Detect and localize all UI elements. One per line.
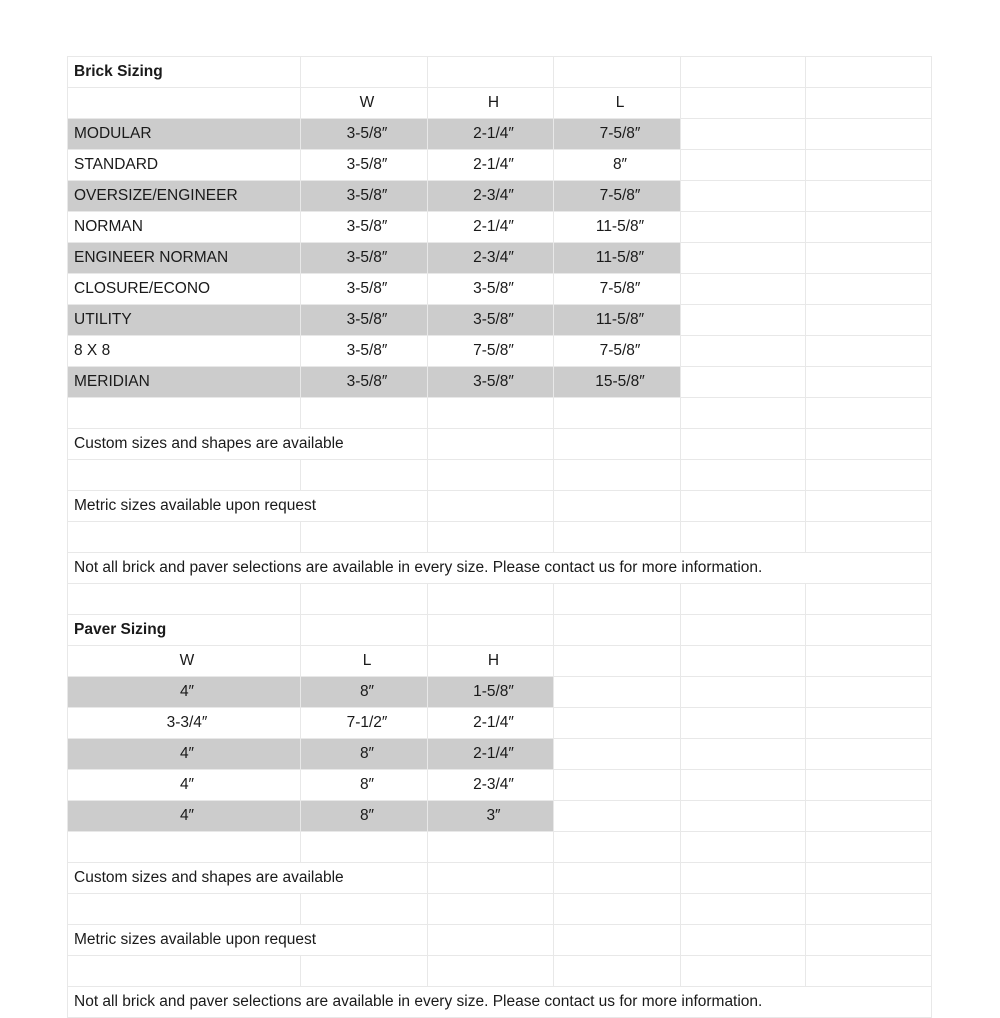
empty-cell [681,367,806,398]
empty-cell [806,243,932,274]
spacer-row [68,460,932,491]
empty-cell [68,584,301,615]
table-row [68,274,932,305]
empty-cell [806,150,932,181]
empty-cell [301,894,428,925]
empty-cell [806,305,932,336]
paver-h: 2-3/4″ [428,770,554,801]
empty-cell [554,584,681,615]
empty-cell [554,708,681,739]
empty-cell [428,894,554,925]
empty-cell [554,57,681,88]
brick-l: 7-5/8″ [554,336,681,367]
empty-cell [806,925,932,956]
brick-section-title: Brick Sizing [68,57,301,88]
empty-cell [554,894,681,925]
brick-w: 3-5/8″ [301,274,428,305]
empty-cell [681,925,806,956]
empty-cell [681,336,806,367]
empty-cell [806,336,932,367]
sizing-sheet [67,56,931,1018]
brick-h: 2-1/4″ [428,119,554,150]
brick-h: 2-3/4″ [428,181,554,212]
empty-cell [681,429,806,460]
empty-cell [806,584,932,615]
brick-h: 2-3/4″ [428,243,554,274]
empty-cell [806,460,932,491]
brick-disclaimer-row [68,553,932,584]
paver-w: 4″ [68,801,301,832]
empty-cell [806,398,932,429]
brick-name: 8 X 8 [68,336,301,367]
brick-l: 7-5/8″ [554,119,681,150]
empty-cell [806,708,932,739]
brick-h: 3-5/8″ [428,274,554,305]
empty-cell [806,863,932,894]
brick-h: 3-5/8″ [428,305,554,336]
paver-metric-note: Metric sizes available upon request [68,925,428,956]
brick-h: 2-1/4″ [428,212,554,243]
brick-w: 3-5/8″ [301,212,428,243]
brick-l: 11-5/8″ [554,243,681,274]
brick-custom-note-row [68,429,932,460]
empty-cell [428,832,554,863]
paver-w: 3-3/4″ [68,708,301,739]
brick-w: 3-5/8″ [301,305,428,336]
empty-cell [681,243,806,274]
paver-section-title-row [68,615,932,646]
table-row [68,708,932,739]
empty-cell [681,646,806,677]
paver-h: 1-5/8″ [428,677,554,708]
brick-l: 7-5/8″ [554,181,681,212]
brick-header-w: W [301,88,428,119]
spacer-row [68,584,932,615]
paver-custom-note: Custom sizes and shapes are available [68,863,428,894]
brick-w: 3-5/8″ [301,150,428,181]
brick-name: CLOSURE/ECONO [68,274,301,305]
empty-cell [681,615,806,646]
table-row [68,801,932,832]
paver-h: 2-1/4″ [428,739,554,770]
table-row [68,212,932,243]
brick-metric-note-row [68,491,932,522]
empty-cell [806,57,932,88]
empty-cell [554,460,681,491]
brick-w: 3-5/8″ [301,336,428,367]
brick-section-title-row [68,57,932,88]
empty-cell [806,181,932,212]
brick-name: MERIDIAN [68,367,301,398]
table-row [68,150,932,181]
empty-cell [681,305,806,336]
brick-header-blank [68,88,301,119]
brick-custom-note: Custom sizes and shapes are available [68,429,428,460]
empty-cell [806,119,932,150]
empty-cell [428,398,554,429]
empty-cell [428,491,554,522]
empty-cell [428,460,554,491]
empty-cell [68,894,301,925]
paver-l: 7-1/2″ [301,708,428,739]
empty-cell [806,739,932,770]
empty-cell [68,522,301,553]
empty-cell [301,460,428,491]
empty-cell [681,398,806,429]
brick-l: 7-5/8″ [554,274,681,305]
empty-cell [681,88,806,119]
paver-h: 3″ [428,801,554,832]
empty-cell [681,894,806,925]
sizing-table-body [68,57,932,1018]
empty-cell [681,181,806,212]
paver-section-title: Paver Sizing [68,615,301,646]
table-row [68,119,932,150]
empty-cell [681,708,806,739]
spacer-row [68,398,932,429]
spacer-row [68,956,932,987]
empty-cell [428,615,554,646]
table-row [68,770,932,801]
paver-disclaimer: Not all brick and paver selections are available in every size. Please contact us for more information. [68,987,932,1018]
empty-cell [681,491,806,522]
empty-cell [428,956,554,987]
empty-cell [554,925,681,956]
brick-h: 2-1/4″ [428,150,554,181]
empty-cell [681,584,806,615]
empty-cell [806,367,932,398]
empty-cell [806,88,932,119]
paver-header-row [68,646,932,677]
table-row [68,305,932,336]
brick-header-row [68,88,932,119]
paver-header-w: W [68,646,301,677]
empty-cell [68,398,301,429]
empty-cell [554,646,681,677]
table-row [68,336,932,367]
empty-cell [806,274,932,305]
empty-cell [301,522,428,553]
paver-metric-note-row [68,925,932,956]
empty-cell [806,770,932,801]
empty-cell [554,832,681,863]
empty-cell [301,57,428,88]
paver-w: 4″ [68,677,301,708]
brick-name: UTILITY [68,305,301,336]
empty-cell [428,925,554,956]
empty-cell [301,832,428,863]
empty-cell [428,863,554,894]
empty-cell [68,956,301,987]
empty-cell [301,615,428,646]
empty-cell [806,894,932,925]
brick-w: 3-5/8″ [301,181,428,212]
empty-cell [806,212,932,243]
paver-l: 8″ [301,677,428,708]
paver-l: 8″ [301,801,428,832]
spacer-row [68,522,932,553]
brick-name: STANDARD [68,150,301,181]
empty-cell [554,615,681,646]
empty-cell [681,801,806,832]
table-row [68,367,932,398]
empty-cell [428,522,554,553]
empty-cell [554,677,681,708]
empty-cell [806,429,932,460]
empty-cell [554,739,681,770]
empty-cell [681,274,806,305]
empty-cell [681,956,806,987]
brick-l: 8″ [554,150,681,181]
brick-h: 3-5/8″ [428,367,554,398]
empty-cell [806,956,932,987]
brick-w: 3-5/8″ [301,119,428,150]
brick-header-h: H [428,88,554,119]
empty-cell [806,491,932,522]
empty-cell [681,522,806,553]
empty-cell [68,832,301,863]
brick-header-l: L [554,88,681,119]
empty-cell [554,398,681,429]
table-row [68,677,932,708]
sizing-table [67,56,932,1018]
spacer-row [68,832,932,863]
brick-name: ENGINEER NORMAN [68,243,301,274]
empty-cell [681,212,806,243]
paver-l: 8″ [301,770,428,801]
empty-cell [681,739,806,770]
brick-disclaimer: Not all brick and paver selections are available in every size. Please contact us for more information. [68,553,932,584]
brick-l: 15-5/8″ [554,367,681,398]
table-row [68,739,932,770]
paver-header-l: L [301,646,428,677]
paver-h: 2-1/4″ [428,708,554,739]
table-row [68,243,932,274]
empty-cell [806,801,932,832]
empty-cell [428,429,554,460]
brick-name: MODULAR [68,119,301,150]
empty-cell [301,398,428,429]
empty-cell [554,429,681,460]
empty-cell [681,119,806,150]
empty-cell [806,677,932,708]
empty-cell [681,150,806,181]
empty-cell [428,57,554,88]
empty-cell [681,832,806,863]
empty-cell [301,956,428,987]
brick-metric-note: Metric sizes available upon request [68,491,428,522]
brick-w: 3-5/8″ [301,243,428,274]
table-row [68,181,932,212]
empty-cell [806,646,932,677]
empty-cell [554,956,681,987]
brick-name: NORMAN [68,212,301,243]
paver-custom-note-row [68,863,932,894]
brick-name: OVERSIZE/ENGINEER [68,181,301,212]
empty-cell [806,615,932,646]
paver-l: 8″ [301,739,428,770]
empty-cell [681,770,806,801]
spacer-row [68,894,932,925]
empty-cell [681,460,806,491]
empty-cell [554,863,681,894]
empty-cell [301,584,428,615]
empty-cell [681,677,806,708]
brick-l: 11-5/8″ [554,305,681,336]
brick-l: 11-5/8″ [554,212,681,243]
paver-disclaimer-row [68,987,932,1018]
brick-h: 7-5/8″ [428,336,554,367]
brick-w: 3-5/8″ [301,367,428,398]
empty-cell [806,522,932,553]
empty-cell [806,832,932,863]
paver-w: 4″ [68,739,301,770]
empty-cell [554,491,681,522]
empty-cell [554,522,681,553]
paver-w: 4″ [68,770,301,801]
empty-cell [681,57,806,88]
empty-cell [554,770,681,801]
empty-cell [554,801,681,832]
paver-header-h: H [428,646,554,677]
empty-cell [681,863,806,894]
empty-cell [68,460,301,491]
empty-cell [428,584,554,615]
